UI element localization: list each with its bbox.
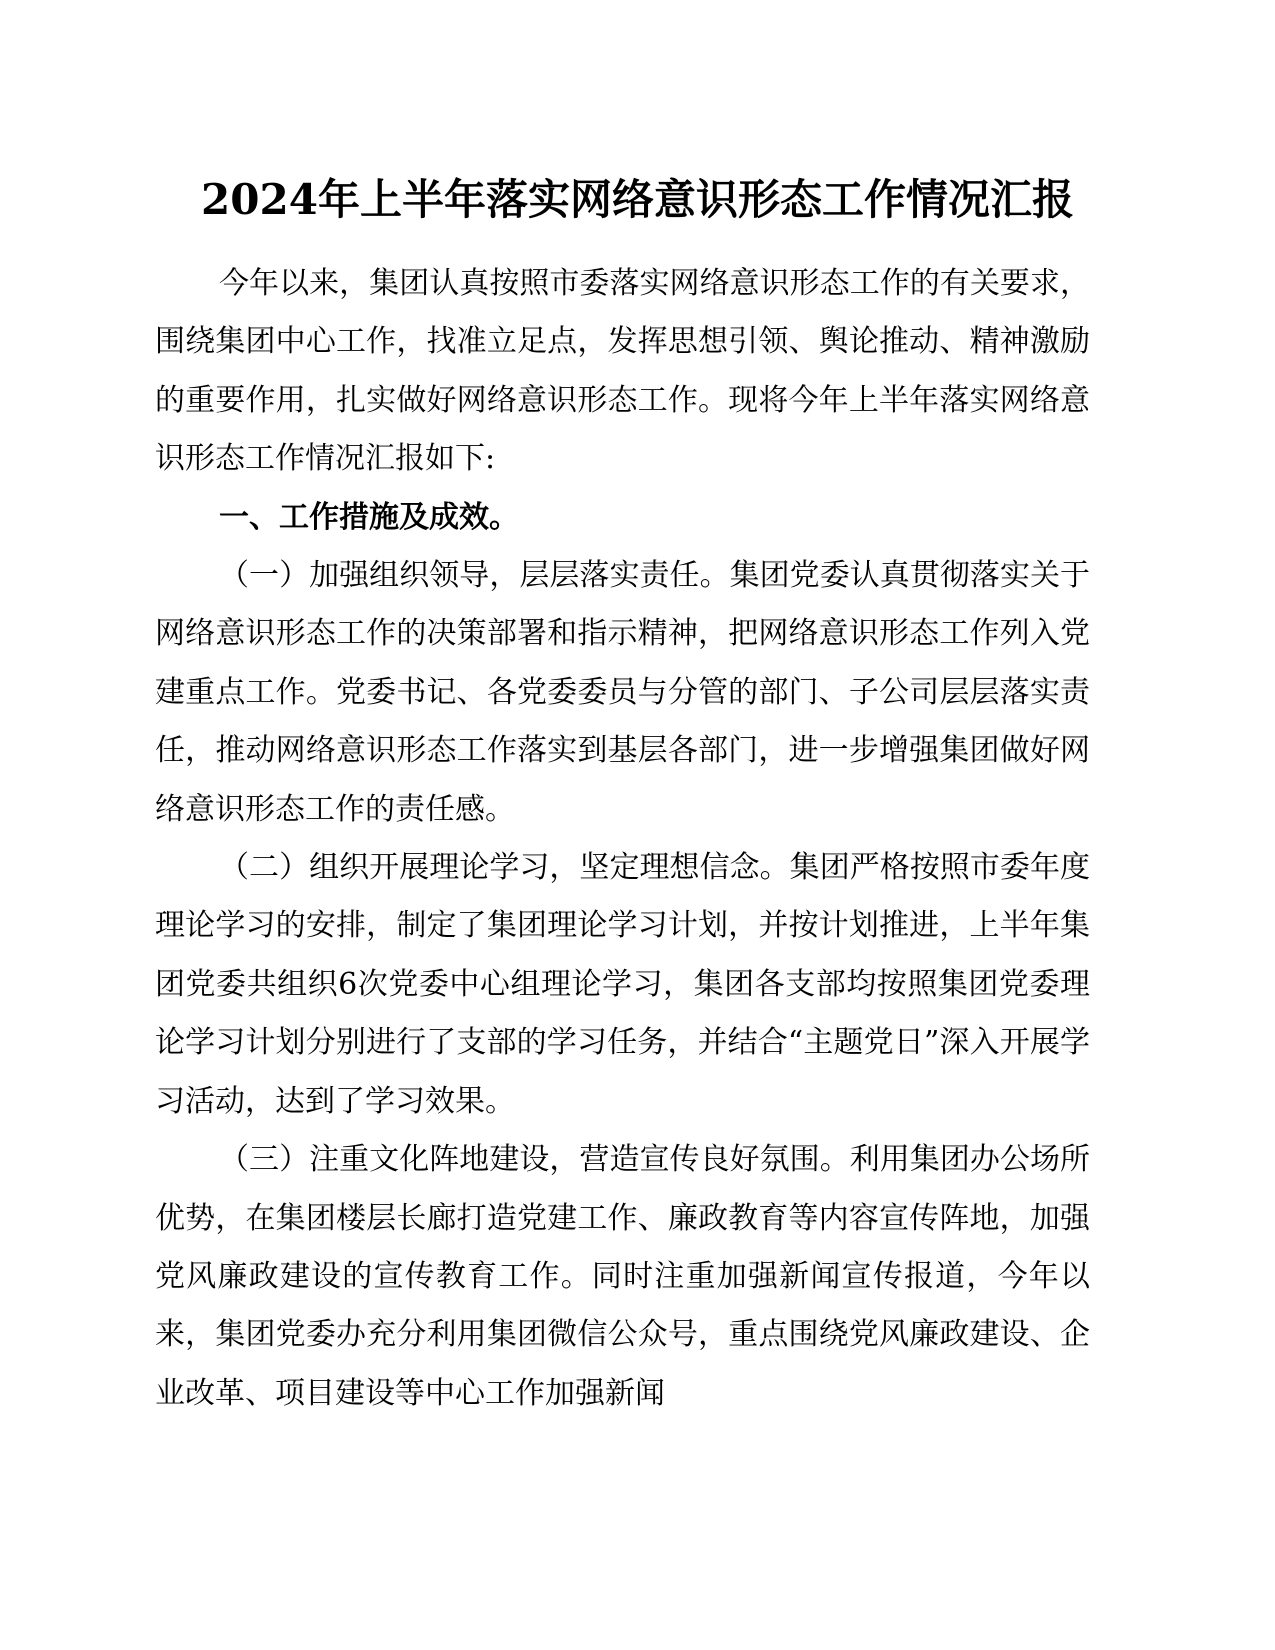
section-heading: 一、工作措施及成效。 [219,499,519,535]
paragraph-2: （二）组织开展理论学习，坚定理想信念。集团严格按照市委年度理论学习的安排，制定了集团理论学习计划，并按计划推进，上半年集团党委共组织6次党委中心组理论学习，集团各支部均按照集团党委理论学习计划分别进行了支部的学习任务，并结合“主题党日”深入开展学习活动，达到了学习效果。 [155,850,1090,1119]
paragraph-1: （一）加强组织领导，层层落实责任。集团党委认真贯彻落实关于网络意识形态工作的决策部署和指示精神，把网络意识形态工作列入党建重点工作。党委书记、各党委委员与分管的部门、子公司层层落实责任，推动网络意识形态工作落实到基层各部门，进一步增强集团做好网络意识形态工作的责任感。 [155,558,1090,827]
intro-paragraph: 今年以来，集团认真按照市委落实网络意识形态工作的有关要求，围绕集团中心工作，找准立足点，发挥思想引领、舆论推动、精神激励的重要作用，扎实做好网络意识形态工作。现将今年上半年落实网络意识形态工作情况汇报如下: [155,266,1090,477]
paragraph-3: （三）注重文化阵地建设，营造宣传良好氛围。利用集团办公场所优势，在集团楼层长廊打造党建工作、廉政教育等内容宣传阵地，加强党风廉政建设的宣传教育工作。同时注重加强新闻宣传报道，今年以来，集团党委办充分利用集团微信公众号，重点围绕党风廉政建设、企业改革、项目建设等中心工作加强新闻 [155,1142,1090,1411]
document-title: 2024年上半年落实网络意识形态工作情况汇报 [201,175,1074,224]
document-body [155,255,1090,1423]
